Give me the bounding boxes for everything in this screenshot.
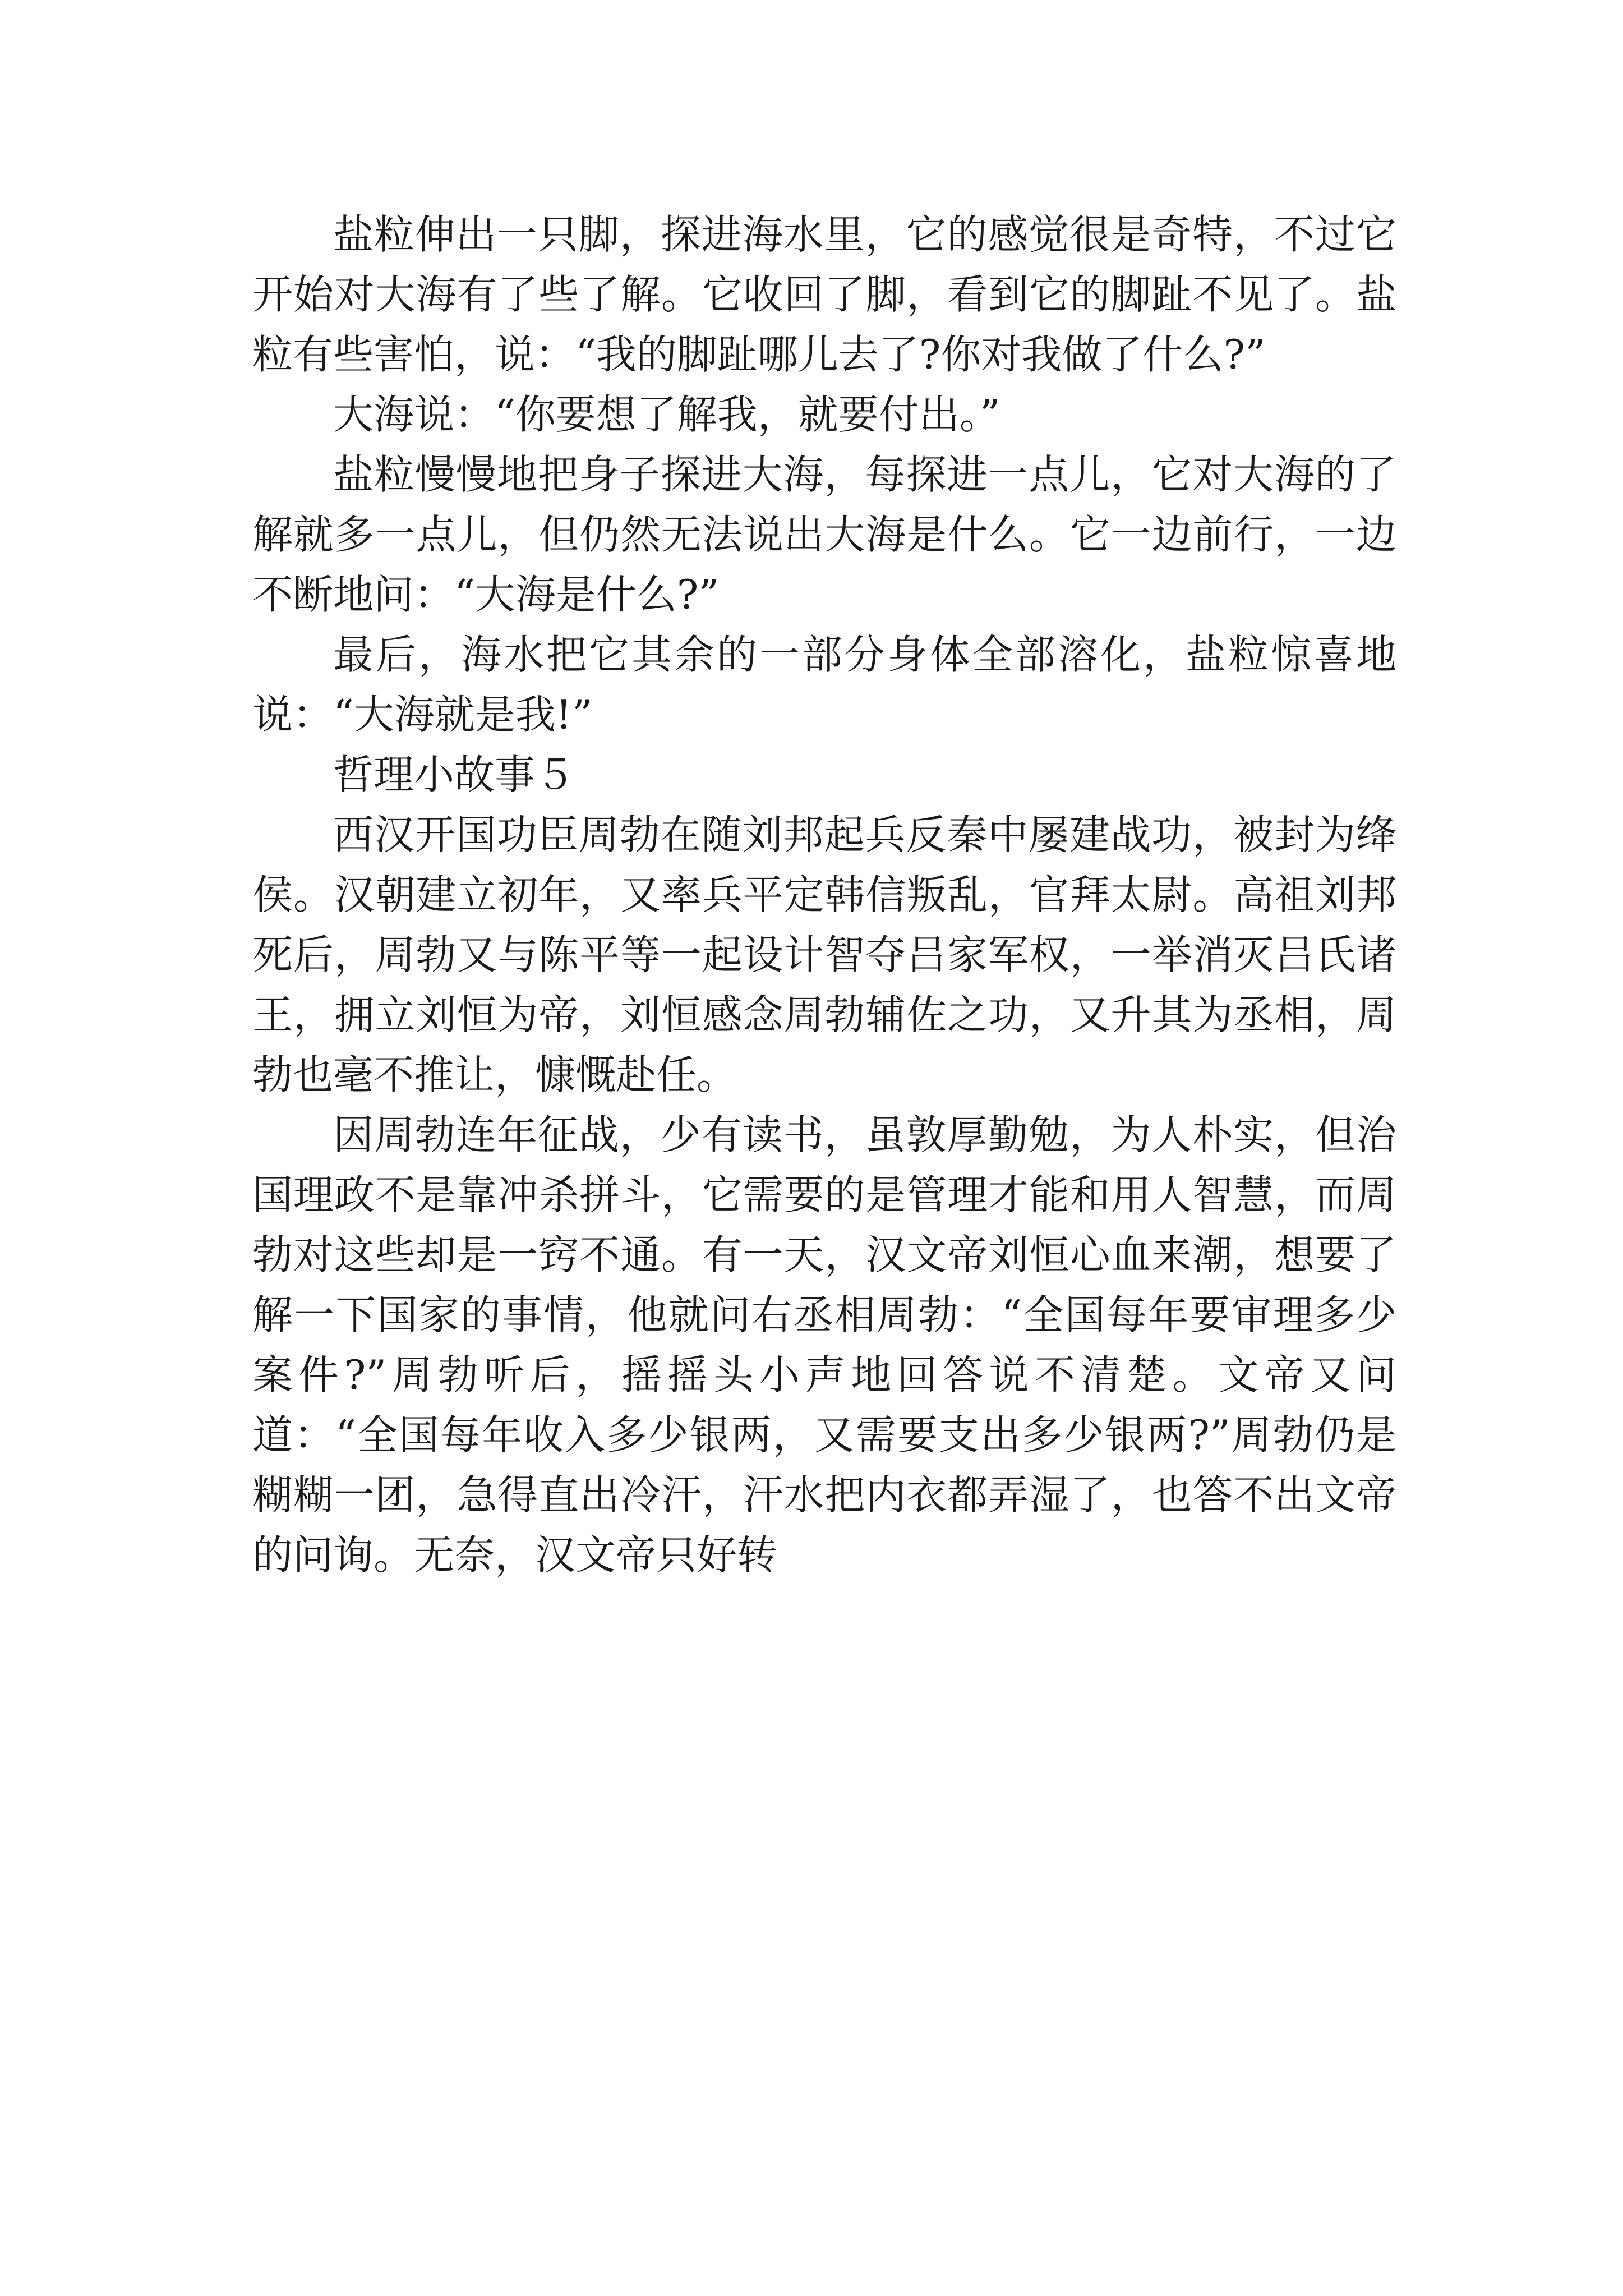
paragraph-salt-foot: 盐粒伸出一只脚，探进海水里，它的感觉很是奇特，不过它开始对大海有了些了解。它收回了脚，看到它的脚趾不见了。盐粒有些害怕，说：“我的脚趾哪儿去了?你对我做了什么?”	[252, 211, 1396, 378]
paragraph-zhou-bo-questioned: 因周勃连年征战，少有读书，虽敦厚勤勉，为人朴实，但治国理政不是靠冲杀拼斗，它需要的是管理才能和用人智慧，而周勃对这些却是一窍不通。有一天，汉文帝刘恒心血来潮，想要了解一下国家的事情，他就问右丞相周勃：“全国每年要审理多少案件?”周勃听后，摇摇头小声地回答说不清楚。文帝又问道：“全国每年收入多少银两，又需要支出多少银两?”周勃仍是糊糊一团，急得直出冷汗，汗水把内衣都弄湿了，也答不出文帝的问询。无奈，汉文帝只好转	[252, 1111, 1396, 1579]
paragraph-salt-enters: 盐粒慢慢地把身子探进大海，每探进一点儿，它对大海的了解就多一点儿，但仍然无法说出大海是什么。它一边前行，一边不断地问：“大海是什么?”	[252, 451, 1396, 618]
story-text	[252, 205, 1396, 1585]
paragraph-zhou-bo-career: 西汉开国功臣周勃在随刘邦起兵反秦中屡建战功，被封为绛侯。汉朝建立初年，又率兵平定韩信叛乱，官拜太尉。高祖刘邦死后，周勃又与陈平等一起设计智夺吕家军权，一举消灭吕氏诸王，拥立刘恒为帝，刘恒感念周勃辅佐之功，又升其为丞相，周勃也毫不推让，慷慨赴任。	[252, 811, 1396, 1098]
paragraph-salt-dissolves: 最后，海水把它其余的一部分身体全部溶化，盐粒惊喜地说：“大海就是我!”	[252, 631, 1396, 738]
story-heading: 哲理小故事５	[333, 751, 576, 798]
paragraph-sea-reply: 大海说：“你要想了解我，就要付出。”	[333, 391, 1000, 438]
